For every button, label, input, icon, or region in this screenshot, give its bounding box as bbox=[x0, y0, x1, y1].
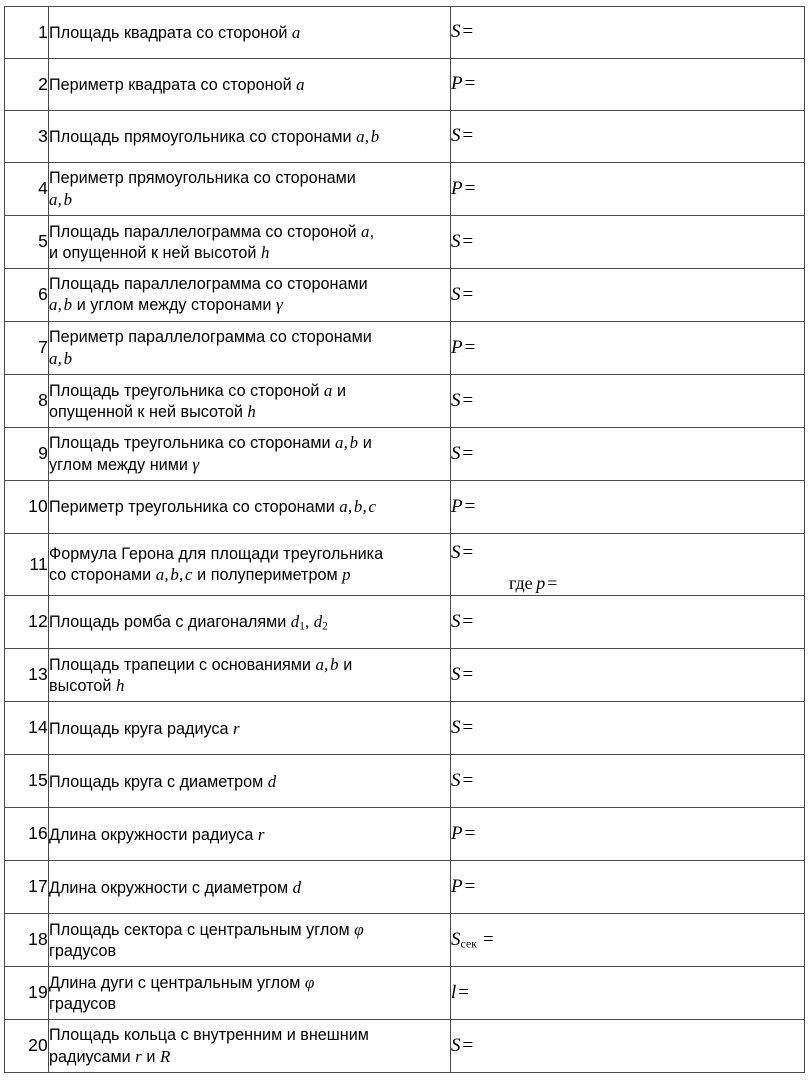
formula-lead: P = bbox=[451, 73, 476, 95]
formula-lead: P = bbox=[451, 495, 476, 517]
math-var-gamma: γ bbox=[192, 454, 200, 474]
math-var-a: a bbox=[291, 22, 301, 42]
row-formula bbox=[451, 375, 805, 428]
math-var-r: r bbox=[135, 1046, 142, 1066]
formula-lead: S = bbox=[451, 442, 474, 464]
row-formula bbox=[451, 702, 805, 755]
math-var-d: d bbox=[267, 771, 277, 791]
row-number: 17 bbox=[5, 861, 49, 914]
formula-lead: Sсек = bbox=[451, 929, 494, 951]
math-var-p: p bbox=[342, 565, 351, 585]
row-description: Площадь треугольника со стороной a и опущенной к ней высотой h bbox=[49, 375, 451, 428]
row-formula bbox=[451, 649, 805, 702]
formula-lead: P = bbox=[451, 876, 476, 898]
table-row bbox=[5, 7, 805, 59]
math-var-a: a bbox=[296, 74, 305, 94]
row-number: 3 bbox=[5, 111, 49, 163]
row-description: Площадь прямоугольника со сторонами a, b bbox=[49, 111, 451, 163]
math-var-d2: $d_2$ bbox=[313, 612, 328, 633]
row-description: Площадь параллелограмма со сторонами a, b и углом между сторонами γ bbox=[49, 269, 451, 322]
math-vars-ab: a, b bbox=[315, 654, 339, 674]
row-formula bbox=[451, 755, 805, 808]
row-number: 6 bbox=[5, 269, 49, 322]
row-formula bbox=[451, 428, 805, 481]
formula-lead: S = bbox=[451, 283, 474, 305]
table-row bbox=[5, 375, 805, 428]
row-formula bbox=[451, 1020, 805, 1073]
row-formula bbox=[451, 59, 805, 111]
row-number: 11 bbox=[5, 534, 49, 596]
math-var-a: a bbox=[323, 380, 333, 400]
row-description: Площадь квадрата со стороной a bbox=[49, 7, 451, 59]
table-row bbox=[5, 702, 805, 755]
table-row bbox=[5, 163, 805, 216]
row-number: 9 bbox=[5, 428, 49, 481]
formula-table bbox=[4, 6, 805, 1073]
table-row bbox=[5, 596, 805, 649]
row-description: Периметр параллелограмма со сторонами a, b bbox=[49, 322, 451, 375]
row-description: Длина окружности с диаметром d bbox=[49, 861, 451, 914]
row-description: Площадь треугольника со сторонами a, b и углом между ними γ bbox=[49, 428, 451, 481]
formula-lead: S = bbox=[451, 21, 474, 43]
formula-lead: P = bbox=[451, 823, 476, 845]
row-description: Периметр треугольника со сторонами a, b, c bbox=[49, 481, 451, 534]
table-row bbox=[5, 59, 805, 111]
table-row bbox=[5, 481, 805, 534]
row-formula bbox=[451, 808, 805, 861]
worksheet-page bbox=[0, 6, 810, 1081]
row-description: Площадь сектора с центральным углом φ градусов bbox=[49, 914, 451, 967]
row-formula bbox=[451, 322, 805, 375]
formula-lead: S = bbox=[451, 230, 474, 252]
formula-lead: S = bbox=[451, 542, 474, 563]
table-row bbox=[5, 861, 805, 914]
table-row bbox=[5, 111, 805, 163]
formula-lead: l = bbox=[451, 982, 469, 1004]
row-formula bbox=[451, 861, 805, 914]
row-description: Периметр прямоугольника со сторонами a, b bbox=[49, 163, 451, 216]
math-vars-abc: a, b, c bbox=[155, 565, 193, 585]
row-description: Периметр квадрата со стороной a bbox=[49, 59, 451, 111]
math-vars-ab: a, b bbox=[49, 189, 73, 209]
row-description: Длина дуги с центральным углом φ градусов bbox=[49, 967, 451, 1020]
row-number: 5 bbox=[5, 216, 49, 269]
table-row bbox=[5, 322, 805, 375]
row-description: Площадь круга с диаметром d bbox=[49, 755, 451, 808]
math-var-h: h bbox=[247, 402, 257, 421]
row-description: Площадь кольца с внутренним и внешним радиусами r и R bbox=[49, 1020, 451, 1073]
math-var-phi: φ bbox=[304, 973, 315, 993]
row-number: 15 bbox=[5, 755, 49, 808]
table-row bbox=[5, 914, 805, 967]
row-number: 18 bbox=[5, 914, 49, 967]
math-var-R: R bbox=[159, 1046, 171, 1066]
row-number: 19 bbox=[5, 967, 49, 1020]
table-row bbox=[5, 755, 805, 808]
row-number: 7 bbox=[5, 322, 49, 375]
table-row bbox=[5, 808, 805, 861]
formula-lead: S = bbox=[451, 389, 474, 411]
formula-table-body bbox=[5, 7, 805, 1073]
row-description: Длина окружности радиуса r bbox=[49, 808, 451, 861]
row-number: 12 bbox=[5, 596, 49, 649]
row-description: Площадь трапеции с основаниями a, b и высотой h bbox=[49, 649, 451, 702]
formula-lead: P = bbox=[451, 336, 476, 358]
math-vars-ab: a, b bbox=[356, 126, 380, 146]
math-vars-ab: a, b bbox=[49, 295, 73, 315]
row-formula bbox=[451, 269, 805, 322]
math-var-gamma: γ bbox=[275, 295, 283, 315]
row-number: 1 bbox=[5, 7, 49, 59]
row-formula bbox=[451, 914, 805, 967]
formula-lead: S = bbox=[451, 125, 474, 147]
row-number: 13 bbox=[5, 649, 49, 702]
row-number: 8 bbox=[5, 375, 49, 428]
row-number: 16 bbox=[5, 808, 49, 861]
row-formula bbox=[451, 534, 805, 596]
table-row bbox=[5, 649, 805, 702]
row-description: Формула Герона для площади треугольника со сторонами a, b, c и полупериметром p bbox=[49, 534, 451, 596]
row-formula bbox=[451, 967, 805, 1020]
formula-lead: S = bbox=[451, 664, 474, 686]
row-formula bbox=[451, 481, 805, 534]
row-number: 14 bbox=[5, 702, 49, 755]
math-var-h: h bbox=[115, 676, 125, 696]
row-formula bbox=[451, 111, 805, 163]
row-number: 4 bbox=[5, 163, 49, 216]
row-number: 20 bbox=[5, 1020, 49, 1073]
row-formula bbox=[451, 596, 805, 649]
table-row bbox=[5, 967, 805, 1020]
formula-lead: S = bbox=[451, 770, 474, 792]
formula-lead: S = bbox=[451, 1035, 474, 1057]
table-row bbox=[5, 1020, 805, 1073]
math-var-phi: φ bbox=[354, 920, 364, 940]
math-var-d: d bbox=[292, 877, 302, 897]
table-row bbox=[5, 216, 805, 269]
table-row bbox=[5, 428, 805, 481]
formula-lead: S = bbox=[451, 611, 474, 633]
formula-note: где p = bbox=[509, 573, 558, 594]
row-number: 2 bbox=[5, 59, 49, 111]
row-description: Площадь ромба с диагоналями $d_1$, $d_2$ bbox=[49, 596, 451, 649]
row-formula bbox=[451, 216, 805, 269]
formula-lead: S = bbox=[451, 717, 474, 739]
table-row bbox=[5, 534, 805, 596]
row-description: Площадь круга радиуса r bbox=[49, 702, 451, 755]
row-number: 10 bbox=[5, 481, 49, 534]
math-vars-ab: a, b bbox=[335, 433, 359, 453]
row-formula bbox=[451, 7, 805, 59]
formula-lead: P = bbox=[451, 177, 476, 199]
math-var-d1: $d_1$ bbox=[290, 612, 305, 633]
math-var-h: h bbox=[260, 243, 270, 262]
math-vars-abc: a, b, c bbox=[339, 497, 377, 517]
math-var-r: r bbox=[257, 824, 265, 844]
table-row bbox=[5, 269, 805, 322]
math-var-r: r bbox=[233, 718, 240, 738]
math-var-a: a bbox=[360, 221, 370, 241]
math-vars-ab: a, b bbox=[49, 348, 73, 368]
row-description: Площадь параллелограмма со стороной a, и опущенной к ней высотой h bbox=[49, 216, 451, 269]
row-formula bbox=[451, 163, 805, 216]
